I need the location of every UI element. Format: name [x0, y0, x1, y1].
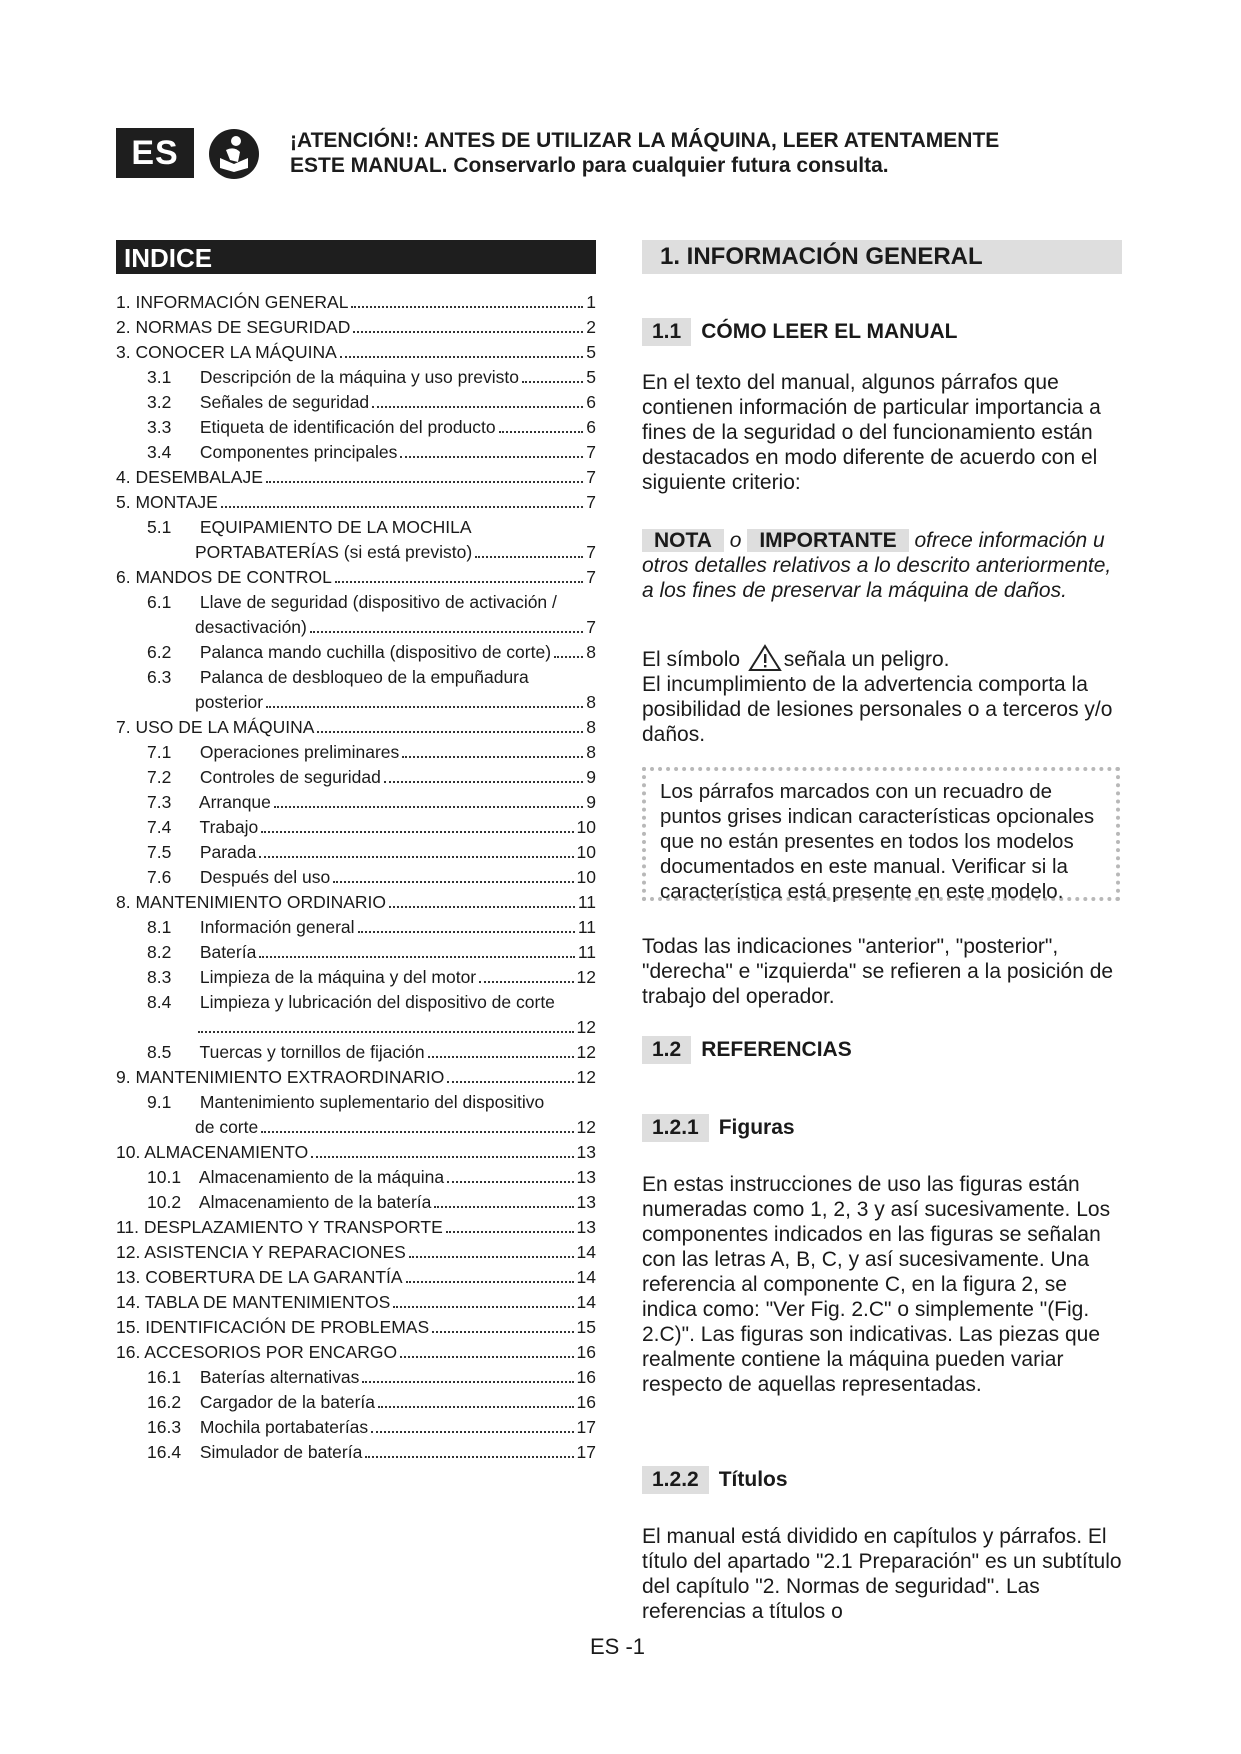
- toc-leader-dots: [358, 930, 575, 933]
- toc-page: 8: [586, 742, 596, 762]
- toc-entry: [116, 1365, 596, 1390]
- toc-number: 7.3: [147, 792, 172, 812]
- toc-number: 5.: [116, 492, 131, 512]
- toc-number: 3.4: [147, 442, 172, 462]
- toc-entry: [116, 515, 596, 540]
- toc-leader-dots: [434, 1205, 573, 1208]
- toc-leader-dots: [447, 1180, 573, 1183]
- symbol-text-post: señala un peligro.: [783, 648, 950, 671]
- toc-entry: [116, 715, 596, 740]
- danger-text: El incumplimiento de la advertencia comporta la posibilidad de lesiones personales o a terceros y/o daños.: [642, 673, 1113, 746]
- toc-title: ACCESORIOS POR ENCARGO: [144, 1342, 398, 1362]
- toc-title: Señales de seguridad: [199, 392, 370, 412]
- toc-number: 5.1: [147, 517, 172, 537]
- toc-leader-dots: [393, 1305, 573, 1308]
- toc-page: 8: [586, 717, 596, 737]
- toc-leader-dots: [310, 630, 583, 633]
- subsection-title: CÓMO LEER EL MANUAL: [701, 320, 958, 343]
- toc-number: 14.: [116, 1292, 141, 1312]
- toc-leader-dots: [311, 1155, 573, 1158]
- toc-title: Información general: [199, 917, 355, 937]
- toc-title: Mochila portabaterías: [199, 1417, 369, 1437]
- toc-leader-dots: [317, 730, 583, 733]
- directions-text: Todas las indicaciones "anterior", "posterior", "derecha" e "izquierda" se refieren a la posición de trabajo del operador.: [642, 935, 1114, 1008]
- toc-title: Controles de seguridad: [199, 767, 381, 787]
- toc-page: 8: [586, 642, 596, 662]
- warning-line-1: ¡ATENCIÓN!: ANTES DE UTILIZAR LA MÁQUINA, LEER ATENTAMENTE: [290, 129, 1000, 152]
- toc-title: Llave de seguridad (dispositivo de activación /: [199, 592, 557, 612]
- toc-number: 11.: [116, 1217, 140, 1237]
- toc-entry: [116, 1340, 596, 1365]
- toc-leader-dots: [384, 780, 583, 783]
- page-number: ES -1: [590, 1634, 646, 1659]
- toc-number: 8.4: [147, 992, 172, 1012]
- danger-paragraph: [642, 644, 1122, 747]
- toc-page: 7: [586, 467, 596, 487]
- toc-leader-dots: [378, 1405, 574, 1408]
- toc-number: 16.2: [147, 1392, 182, 1412]
- subsection-number: 1.2.1: [642, 1114, 709, 1142]
- toc-page: 13: [576, 1192, 596, 1212]
- toc-entry: [116, 1315, 596, 1340]
- toc-number: 16.4: [147, 1442, 182, 1462]
- toc-page: 12: [576, 1067, 596, 1087]
- toc-page: 17: [576, 1442, 596, 1462]
- toc-leader-dots: [400, 455, 583, 458]
- language-badge: ES: [116, 128, 194, 178]
- intro-text: En el texto del manual, algunos párrafos que contienen información de particular importancia a fines de la seguridad o del funcionamiento están destacados en modo diferente de acuerdo con el siguiente criterio:: [642, 371, 1101, 494]
- toc-entry: [116, 540, 596, 565]
- toc-entry: [116, 815, 596, 840]
- toc-page: 8: [586, 692, 596, 712]
- toc-entry: [116, 340, 596, 365]
- toc-page: 5: [586, 342, 596, 362]
- toc-page: 9: [586, 767, 596, 787]
- toc-number: 8.1: [147, 917, 172, 937]
- toc-leader-dots: [499, 430, 584, 433]
- directions-paragraph: [642, 934, 1122, 1009]
- table-of-contents: [116, 290, 596, 1465]
- toc-leader-dots: [259, 955, 575, 958]
- toc-leader-dots: [428, 1055, 574, 1058]
- toc-title: posterior: [195, 692, 264, 712]
- toc-number: 3.3: [147, 417, 172, 437]
- toc-title: Palanca mando cuchilla (dispositivo de corte): [199, 642, 552, 662]
- optional-features-box: Los párrafos marcados con un recuadro de puntos grises indican características opcionales que no están presentes en todos los modelos documentados en este manual. Verificar si la característica está presente en este modelo.: [642, 767, 1120, 901]
- toc-page: 7: [586, 492, 596, 512]
- toc-title: Parada: [199, 842, 257, 862]
- toc-entry: [116, 865, 596, 890]
- toc-leader-dots: [221, 505, 583, 508]
- toc-title: EQUIPAMIENTO DE LA MOCHILA: [199, 517, 472, 537]
- toc-page: 9: [586, 792, 596, 812]
- toc-number: 6.1: [147, 592, 172, 612]
- toc-page: 13: [576, 1167, 596, 1187]
- toc-title: Palanca de desbloqueo de la empuñadura: [199, 667, 529, 687]
- toc-entry: [116, 1440, 596, 1465]
- subsection-1-2-heading: [642, 1036, 852, 1064]
- toc-leader-dots: [389, 905, 575, 908]
- toc-entry: [116, 1140, 596, 1165]
- toc-number: 8.3: [147, 967, 172, 987]
- toc-leader-dots: [266, 480, 583, 483]
- toc-leader-dots: [259, 855, 573, 858]
- toc-leader-dots: [432, 1330, 573, 1333]
- note-or: o: [729, 529, 742, 552]
- toc-page: 7: [586, 617, 596, 637]
- toc-leader-dots: [274, 805, 583, 808]
- toc-leader-dots: [335, 580, 583, 583]
- toc-title: Descripción de la máquina y uso previsto: [199, 367, 519, 387]
- toc-page: 12: [576, 1042, 596, 1062]
- toc-number: 4.: [116, 467, 131, 487]
- toc-title: Componentes principales: [199, 442, 398, 462]
- toc-entry: [116, 365, 596, 390]
- toc-entry: [116, 415, 596, 440]
- toc-number: 16.: [116, 1342, 141, 1362]
- toc-page: 6: [586, 417, 596, 437]
- toc-entry: [116, 1290, 596, 1315]
- toc-entry: [116, 690, 596, 715]
- toc-page: 16: [576, 1392, 596, 1412]
- toc-number: 7.2: [147, 767, 172, 787]
- toc-leader-dots: [351, 305, 583, 308]
- toc-entry: [116, 1415, 596, 1440]
- toc-leader-dots: [554, 655, 583, 658]
- toc-page: 6: [586, 392, 596, 412]
- toc-title: COBERTURA DE LA GARANTÍA: [145, 1267, 403, 1287]
- toc-page: 16: [576, 1367, 596, 1387]
- toc-title: desactivación): [195, 617, 307, 637]
- toc-number: 9.: [116, 1067, 131, 1087]
- toc-title: Mantenimiento suplementario del dispositivo: [199, 1092, 545, 1112]
- toc-entry: [116, 1065, 596, 1090]
- toc-title: Batería: [199, 942, 257, 962]
- toc-leader-dots: [365, 1455, 573, 1458]
- toc-number: 16.1: [147, 1367, 182, 1387]
- toc-number: 8.2: [147, 942, 172, 962]
- subsection-title: Figuras: [718, 1116, 795, 1139]
- toc-entry: [116, 440, 596, 465]
- toc-leader-dots: [266, 705, 583, 708]
- toc-page: 13: [576, 1217, 596, 1237]
- toc-page: 12: [576, 967, 596, 987]
- toc-leader-dots: [406, 1280, 574, 1283]
- toc-page: 14: [576, 1242, 596, 1262]
- toc-title: ALMACENAMIENTO: [144, 1142, 309, 1162]
- toc-entry: [116, 290, 596, 315]
- warning-line-2: ESTE MANUAL. Conservarlo para cualquier futura consulta.: [290, 154, 889, 177]
- toc-entry: [116, 615, 596, 640]
- toc-title: Limpieza de la máquina y del motor: [199, 967, 477, 987]
- toc-title: Baterías alternativas: [199, 1367, 360, 1387]
- toc-entry: [116, 1115, 596, 1140]
- figures-paragraph: [642, 1172, 1122, 1397]
- toc-title: TABLA DE MANTENIMIENTOS: [144, 1292, 391, 1312]
- toc-title: Trabajo: [199, 817, 259, 837]
- toc-leader-dots: [446, 1230, 574, 1233]
- toc-leader-dots: [402, 755, 583, 758]
- titles-text: El manual está dividido en capítulos y párrafos. El título del apartado "2.1 Preparación" es un subtítulo del capítulo "2. Normas de seguridad". Las referencias a títulos o: [642, 1525, 1122, 1623]
- toc-page: 17: [576, 1417, 596, 1437]
- subsection-1-2-2-heading: [642, 1466, 788, 1494]
- toc-entry: [116, 765, 596, 790]
- toc-entry: [116, 1165, 596, 1190]
- toc-leader-dots: [522, 380, 583, 383]
- toc-page: 10: [576, 817, 596, 837]
- intro-paragraph: [642, 370, 1122, 495]
- toc-entry: [116, 1090, 596, 1115]
- warning-triangle-icon: [748, 644, 782, 672]
- subsection-title: REFERENCIAS: [701, 1038, 852, 1061]
- toc-entry: [116, 740, 596, 765]
- subsection-1-2-1-heading: [642, 1114, 795, 1142]
- toc-page: 2: [586, 317, 596, 337]
- toc-page: 7: [586, 567, 596, 587]
- toc-entry: [116, 1390, 596, 1415]
- subsection-number: 1.2.2: [642, 1466, 709, 1494]
- toc-title: Operaciones preliminares: [199, 742, 400, 762]
- toc-title: Simulador de batería: [199, 1442, 363, 1462]
- toc-title: NORMAS DE SEGURIDAD: [135, 317, 351, 337]
- toc-title: Arranque: [198, 792, 271, 812]
- toc-entry: [116, 915, 596, 940]
- toc-title: USO DE LA MÁQUINA: [135, 717, 315, 737]
- toc-title: Cargador de la batería: [199, 1392, 375, 1412]
- toc-entry: [116, 840, 596, 865]
- toc-title: Almacenamiento de la batería: [198, 1192, 432, 1212]
- toc-leader-dots: [372, 405, 583, 408]
- toc-leader-dots: [479, 980, 573, 983]
- toc-number: 10.: [116, 1142, 141, 1162]
- toc-entry: [116, 1265, 596, 1290]
- toc-page: 14: [576, 1267, 596, 1287]
- toc-number: 7.: [116, 717, 131, 737]
- toc-number: 7.5: [147, 842, 172, 862]
- toc-number: 6.3: [147, 667, 172, 687]
- symbol-text-pre: El símbolo: [642, 648, 741, 671]
- toc-entry: [116, 1215, 596, 1240]
- toc-number: 3.: [116, 342, 131, 362]
- toc-entry: [116, 1040, 596, 1065]
- toc-leader-dots: [362, 1380, 573, 1383]
- subsection-1-1-heading: [642, 318, 957, 346]
- toc-title: INFORMACIÓN GENERAL: [135, 292, 349, 312]
- toc-number: 3.1: [147, 367, 172, 387]
- toc-number: 8.: [116, 892, 131, 912]
- subsection-title: Títulos: [718, 1468, 788, 1491]
- toc-entry: [116, 465, 596, 490]
- toc-entry: [116, 890, 596, 915]
- toc-leader-dots: [340, 355, 583, 358]
- toc-entry: [116, 1240, 596, 1265]
- toc-title: ASISTENCIA Y REPARACIONES: [144, 1242, 406, 1262]
- toc-page: 12: [576, 1017, 596, 1037]
- toc-title: MONTAJE: [135, 492, 218, 512]
- toc-entry: [116, 565, 596, 590]
- toc-number: 1.: [116, 292, 131, 312]
- subsection-number: 1.1: [642, 318, 691, 346]
- toc-leader-dots: [333, 880, 573, 883]
- toc-title: Almacenamiento de la máquina: [198, 1167, 445, 1187]
- read-manual-icon: [208, 128, 260, 180]
- toc-page: 5: [586, 367, 596, 387]
- toc-number: 7.1: [147, 742, 172, 762]
- toc-title: Etiqueta de identificación del producto: [199, 417, 496, 437]
- toc-number: 6.: [116, 567, 131, 587]
- note-paragraph: [642, 528, 1122, 603]
- toc-entry: [116, 990, 596, 1015]
- toc-page: 7: [586, 442, 596, 462]
- toc-number: 7.6: [147, 867, 172, 887]
- toc-page: 10: [576, 867, 596, 887]
- toc-page: 1: [586, 292, 596, 312]
- toc-entry: [116, 665, 596, 690]
- toc-page: 7: [586, 542, 596, 562]
- toc-page: 15: [576, 1317, 596, 1337]
- toc-page: 11: [577, 892, 596, 912]
- toc-page: 13: [576, 1142, 596, 1162]
- toc-page: 11: [577, 942, 596, 962]
- toc-title: Tuercas y tornillos de fijación: [199, 1042, 425, 1062]
- toc-title: Después del uso: [199, 867, 331, 887]
- toc-leader-dots: [261, 830, 573, 833]
- toc-title: IDENTIFICACIÓN DE PROBLEMAS: [145, 1317, 430, 1337]
- toc-number: 15.: [116, 1317, 141, 1337]
- toc-entry: [116, 590, 596, 615]
- toc-title: DESEMBALAJE: [135, 467, 263, 487]
- toc-number: 12.: [116, 1242, 141, 1262]
- toc-entry: [116, 940, 596, 965]
- toc-title: MANTENIMIENTO EXTRAORDINARIO: [135, 1067, 445, 1087]
- toc-page: 10: [576, 842, 596, 862]
- toc-number: 16.3: [147, 1417, 182, 1437]
- toc-title: de corte: [195, 1117, 259, 1137]
- toc-leader-dots: [371, 1430, 573, 1433]
- toc-page: 14: [576, 1292, 596, 1312]
- toc-entry: [116, 965, 596, 990]
- toc-leader-dots: [475, 555, 583, 558]
- toc-leader-dots: [447, 1080, 573, 1083]
- toc-number: 3.2: [147, 392, 172, 412]
- toc-number: 8.5: [147, 1042, 172, 1062]
- toc-leader-dots: [409, 1255, 574, 1258]
- index-title: INDICE: [116, 240, 596, 274]
- toc-number: 9.1: [147, 1092, 172, 1112]
- toc-number: 10.2: [147, 1192, 182, 1212]
- toc-number: 2.: [116, 317, 131, 337]
- note-tag: NOTA: [642, 529, 724, 552]
- toc-page: 11: [577, 917, 596, 937]
- toc-number: 13.: [116, 1267, 141, 1287]
- toc-number: 7.4: [147, 817, 172, 837]
- toc-number: 10.1: [147, 1167, 182, 1187]
- titles-paragraph: [642, 1524, 1122, 1624]
- toc-entry: [116, 640, 596, 665]
- toc-entry: [116, 490, 596, 515]
- toc-page: 12: [576, 1117, 596, 1137]
- toc-leader-dots: [353, 330, 583, 333]
- toc-entry: [116, 390, 596, 415]
- toc-title: MANTENIMIENTO ORDINARIO: [135, 892, 387, 912]
- toc-title: MANDOS DE CONTROL: [135, 567, 332, 587]
- figures-text: En estas instrucciones de uso las figuras están numeradas como 1, 2, 3 y así sucesivamente. Los componentes indicados en las figuras se señalan con las letras A, B, C, y así sucesivamente. Una referencia al componente C, en la figura 2, se indica como: "Ver Fig. 2.C" o simplemente "(Fig. 2.C)". Las figuras son indicativas. Las piezas que realmente contiene la máquina pueden variar respecto de aquellas representadas.: [642, 1173, 1111, 1396]
- toc-title: CONOCER LA MÁQUINA: [135, 342, 337, 362]
- toc-leader-dots: [400, 1355, 573, 1358]
- toc-entry: [116, 790, 596, 815]
- subsection-number: 1.2: [642, 1036, 691, 1064]
- note-text: ofrece información u otros detalles relativos a lo descrito anteriormente, a los fines de preservar la máquina de daños.: [642, 529, 1112, 602]
- toc-title: Limpieza y lubricación del dispositivo de corte: [199, 992, 555, 1012]
- toc-page: 16: [576, 1342, 596, 1362]
- toc-entry: [116, 1190, 596, 1215]
- toc-leader-dots: [261, 1130, 573, 1133]
- toc-entry: [116, 315, 596, 340]
- toc-entry: [116, 1015, 596, 1040]
- toc-leader-dots: [198, 1030, 574, 1033]
- important-tag: IMPORTANTE: [747, 529, 908, 552]
- toc-title: DESPLAZAMIENTO Y TRANSPORTE: [143, 1217, 443, 1237]
- toc-number: 6.2: [147, 642, 172, 662]
- manual-warning: [290, 128, 1090, 178]
- section-1-heading: 1. INFORMACIÓN GENERAL: [642, 240, 1122, 274]
- toc-title: PORTABATERÍAS (si está previsto): [195, 542, 473, 562]
